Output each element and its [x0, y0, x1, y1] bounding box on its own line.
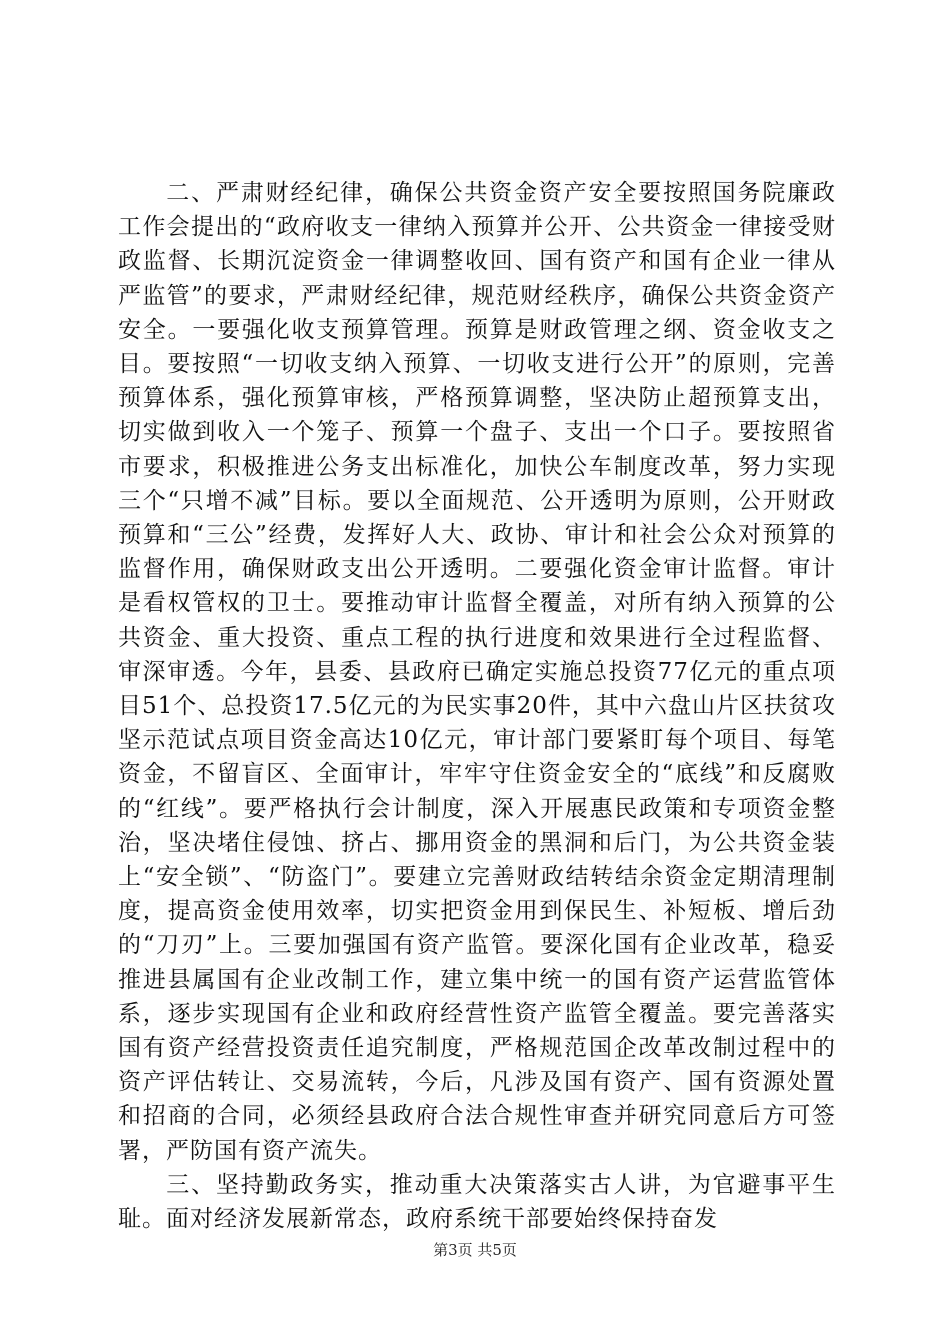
document-body [118, 176, 836, 1236]
page-number-footer: 第3页 共5页 [433, 1241, 517, 1259]
paragraph-section-two: 二、严肃财经纪律，确保公共资金资产安全要按照国务院廉政工作会提出的“政府收支一律纳入预算并公开、公共资金一律接受财政监督、长期沉淀资金一律调整收回、国有资产和国有企业一律从严监管”的要求，严肃财经纪律，规范财经秩序，确保公共资金资产安全。一要强化收支预算管理。预算是财政管理之纲、资金收支之目。要按照“一切收支纳入预算、一切收支进行公开”的原则，完善预算体系，强化预算审核，严格预算调整，坚决防止超预算支出，切实做到收入一个笼子、预算一个盘子、支出一个口子。要按照省市要求，积极推进公务支出标准化，加快公车制度改革，努力实现三个“只增不减”目标。要以全面规范、公开透明为原则，公开财政预算和“三公”经费，发挥好人大、政协、审计和社会公众对预算的监督作用，确保财政支出公开透明。二要强化资金审计监督。审计是看权管权的卫士。要推动审计监督全覆盖，对所有纳入预算的公共资金、重大投资、重点工程的执行进度和效果进行全过程监督、审深审透。今年，县委、县政府已确定实施总投资77亿元的重点项目51个、总投资17.5亿元的为民实事20件，其中六盘山片区扶贫攻坚示范试点项目资金高达10亿元，审计部门要紧盯每个项目、每笔资金，不留盲区、全面审计，牢牢守住资金安全的“底线”和反腐败的“红线”。要严格执行会计制度，深入开展惠民政策和专项资金整治，坚决堵住侵蚀、挤占、挪用资金的黑洞和后门，为公共资金装上“安全锁”、“防盗门”。要建立完善财政结转结余资金定期清理制度，提高资金使用效率，切实把资金用到保民生、补短板、增后劲的“刀刃”上。三要加强国有资产监管。要深化国有企业改革，稳妥推进县属国有企业改制工作，建立集中统一的国有资产运营监管体系，逐步实现国有企业和政府经营性资产监管全覆盖。要完善落实国有资产经营投资责任追究制度，严格规范国企改革改制过程中的资产评估转让、交易流转，今后，凡涉及国有资产、国有资源处置和招商的合同，必须经县政府合法合规性审查并研究同意后方可签署，严防国有资产流失。 [118, 180, 836, 1164]
paragraph-section-three: 三、坚持勤政务实，推动重大决策落实古人讲，为官避事平生耻。面对经济发展新常态，政府系统干部要始终保持奋发 [118, 1171, 836, 1233]
